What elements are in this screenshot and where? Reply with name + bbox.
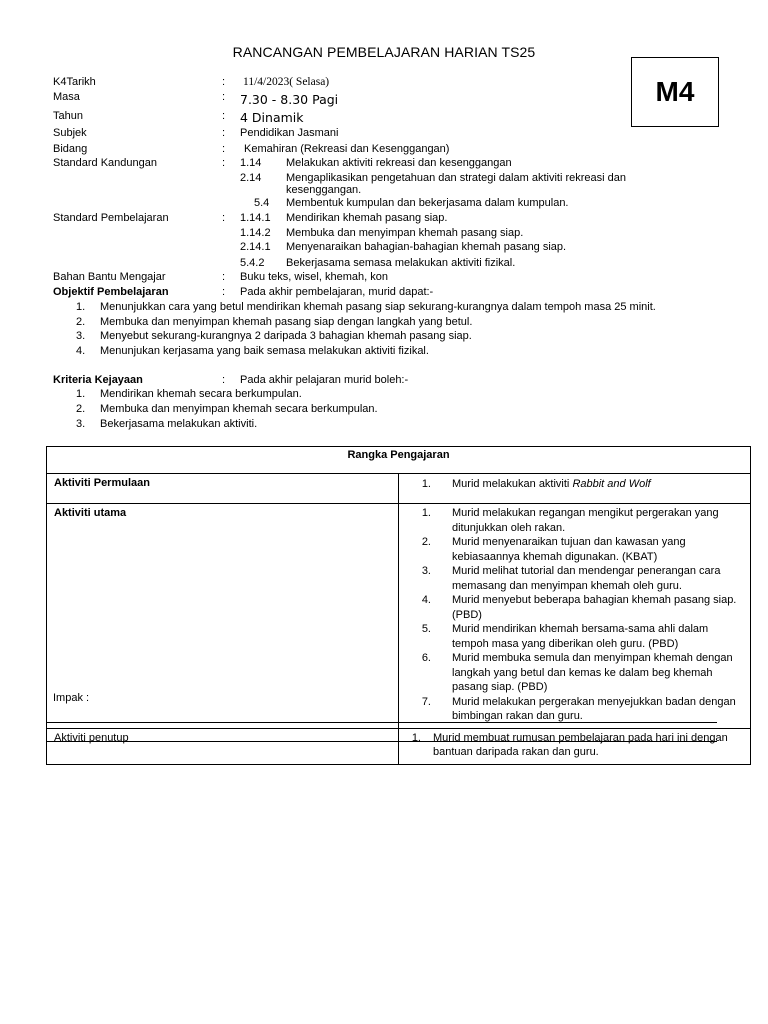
sk-code: 5.4: [254, 197, 270, 209]
sp-text: Mendirikan khemah pasang siap.: [286, 212, 448, 224]
main-item: Murid melihat tutorial dan mendengar penerangan cara memasang dan menyimpan khemah oleh guru.: [452, 565, 721, 592]
list-number: 3.: [421, 565, 431, 577]
list-number: 1.: [76, 388, 86, 400]
colon: :: [222, 271, 226, 283]
list-number: 2.: [421, 536, 431, 548]
impact-line[interactable]: [47, 741, 717, 742]
colon: :: [222, 127, 226, 139]
sp-label: Standard Pembelajaran: [53, 212, 169, 224]
colon: :: [222, 374, 226, 386]
sk-text: Melakukan aktiviti rekreasi dan kesenggangan: [286, 157, 512, 169]
criteria-item: Mendirikan khemah secara berkumpulan.: [100, 388, 302, 400]
subject-label: Subjek: [53, 127, 87, 139]
list-number: 6.: [421, 652, 431, 664]
criteria-label: Kriteria Kejayaan: [53, 374, 143, 386]
lesson-outline-table: [46, 446, 751, 765]
closing-activity: [399, 728, 751, 764]
sk-code: 2.14: [240, 172, 262, 184]
colon: :: [222, 91, 226, 103]
list-number: 3.: [76, 330, 86, 342]
closing-label: Aktiviti penutup: [47, 728, 399, 764]
list-number: 5.: [421, 623, 431, 635]
sk-text: Mengaplikasikan pengetahuan dan strategi dalam aktiviti rekreasi dan: [286, 172, 626, 184]
year-label: Tahun: [53, 110, 83, 122]
objective-intro: Pada akhir pembelajaran, murid dapat:-: [240, 286, 434, 298]
colon: :: [222, 143, 226, 155]
main-label: Aktiviti utama: [47, 504, 399, 729]
field-label: Bidang: [53, 143, 88, 155]
list-number: 4.: [76, 345, 86, 357]
criteria-item: Membuka dan menyimpan khemah secara berkumpulan.: [100, 403, 378, 415]
criteria-item: Bekerjasama melakukan aktiviti.: [100, 418, 258, 430]
sp-code: 2.14.1: [240, 241, 271, 253]
list-number: 4.: [421, 594, 431, 606]
sk-code: 1.14: [240, 157, 262, 169]
opening-label: Aktiviti Permulaan: [47, 474, 399, 504]
materials-value: Buku teks, wisel, khemah, kon: [240, 271, 388, 283]
class-badge: M4: [631, 57, 719, 127]
closing-item: Murid membuat rumusan pembelajaran pada hari ini dengan bantuan daripada rakan dan guru.: [433, 731, 728, 758]
sk-label: Standard Kandungan: [53, 157, 157, 169]
time-label: Masa: [53, 91, 80, 103]
main-item: Murid menyebut beberapa bahagian khemah pasang siap. (PBD): [452, 594, 737, 621]
main-item: Murid melakukan pergerakan menyejukkan badan dengan bimbingan rakan dan guru.: [452, 695, 736, 722]
list-number: 3.: [76, 418, 86, 430]
list-number: 1.: [76, 301, 86, 313]
opening-activity: [399, 474, 751, 504]
page-title: RANCANGAN PEMBELAJARAN HARIAN TS25: [232, 44, 536, 60]
colon: :: [222, 157, 226, 169]
field-value: Kemahiran (Rekreasi dan Kesenggangan): [244, 143, 450, 155]
objective-item: Menyebut sekurang-kurangnya 2 daripada 3 bahagian khemah pasang siap.: [100, 330, 472, 342]
list-number: 2.: [76, 316, 86, 328]
main-activity-list: [399, 504, 751, 729]
list-number: 1.: [411, 731, 421, 744]
sp-code: 1.14.2: [240, 227, 271, 239]
main-item: Murid menyenaraikan tujuan dan kawasan yang kebiasaannya khemah digunakan. (KBAT): [452, 536, 686, 563]
materials-label: Bahan Bantu Mengajar: [53, 271, 166, 283]
colon: :: [222, 212, 226, 224]
subject-value: Pendidikan Jasmani: [240, 127, 339, 139]
objective-item: Menunjukan kerjasama yang baik semasa melakukan aktiviti fizikal.: [100, 345, 429, 357]
colon: :: [222, 110, 226, 122]
criteria-intro: Pada akhir pelajaran murid boleh:-: [240, 374, 409, 386]
year-value: 4 Dinamik: [240, 110, 304, 125]
sk-text: Membentuk kumpulan dan bekerjasama dalam kumpulan.: [286, 197, 569, 209]
sp-text: Menyenaraikan bahagian-bahagian khemah pasang siap.: [286, 241, 567, 253]
objective-item: Menunjukkan cara yang betul mendirikan khemah pasang siap sekurang-kurangnya dalam tempoh masa 25 minit.: [100, 301, 656, 313]
colon: :: [222, 286, 226, 298]
objective-item: Membuka dan menyimpan khemah pasang siap dengan langkah yang betul.: [100, 316, 473, 328]
list-number: 7.: [421, 695, 431, 708]
list-number: 2.: [76, 403, 86, 415]
main-item: Murid melakukan regangan mengikut pergerakan yang ditunjukkan oleh rakan.: [452, 507, 719, 534]
main-item: Murid membuka semula dan menyimpan khemah dengan langkah yang betul dan kemas ke dalam beg khemah pasang siap. (PBD): [452, 652, 733, 693]
main-item: Murid mendirikan khemah bersama-sama ahli dalam tempoh masa yang diberikan oleh guru. (PBD): [452, 623, 709, 650]
list-number: 1.: [421, 507, 431, 519]
list-number: 1.: [421, 478, 431, 490]
sp-code: 1.14.1: [240, 212, 271, 224]
sk-text-cont: kesenggangan.: [286, 184, 362, 196]
date-value: 11/4/2023( Selasa): [243, 76, 330, 88]
date-label: K4Tarikh: [53, 76, 96, 88]
opening-item: Murid melakukan aktiviti Rabbit and Wolf: [452, 478, 651, 490]
time-value: 7.30 - 8.30 Pagi: [240, 92, 339, 107]
lesson-outline-heading: Rangka Pengajaran: [47, 447, 751, 474]
impact-line[interactable]: [47, 722, 717, 723]
sp-text: Membuka dan menyimpan khemah pasang siap.: [286, 227, 524, 239]
sp-text: Bekerjasama semasa melakukan aktiviti fizikal.: [286, 257, 516, 269]
impact-label: Impak :: [53, 692, 90, 704]
sp-code: 5.4.2: [240, 257, 265, 269]
colon: :: [222, 76, 226, 88]
objective-label: Objektif Pembelajaran: [53, 286, 169, 298]
